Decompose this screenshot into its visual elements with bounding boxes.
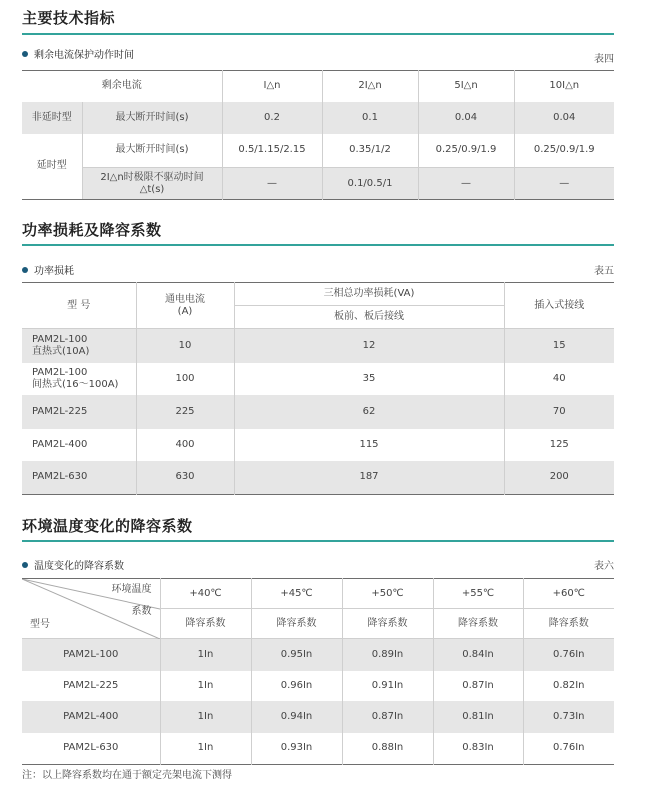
- derating-value: 0.96In: [251, 671, 342, 701]
- section1-subtitle: [22, 46, 614, 65]
- power-row-plugin: 125: [504, 429, 614, 461]
- derating-row-model: PAM2L-100: [22, 639, 160, 671]
- power-row-model: PAM2L-400: [32, 438, 88, 450]
- delay-nodrive-param-line1: 2I△n时极限不驱动时间: [100, 171, 204, 183]
- nondelay-value: 0.04: [514, 102, 614, 134]
- section3-subtitle: [22, 557, 614, 573]
- derating-value: 0.76In: [523, 733, 614, 765]
- header-power-sub: 板前、板后接线: [234, 306, 504, 329]
- power-row-model: [22, 329, 136, 363]
- derating-row-model: PAM2L-400: [22, 701, 160, 733]
- header-plugin: 插入式接线: [504, 283, 614, 329]
- nondelay-value: 0.1: [322, 102, 418, 134]
- power-row-power: 187: [234, 461, 504, 495]
- coef-header: 降容系数: [523, 609, 614, 639]
- section1-title: 主要技术指标: [22, 9, 116, 27]
- derating-row-model: PAM2L-225: [63, 679, 119, 691]
- section2-subtitle-text: 功率损耗: [34, 266, 74, 277]
- derating-value: 1In: [160, 733, 251, 765]
- model-line1: PAM2L-100: [32, 366, 88, 378]
- derating-table: [22, 578, 614, 765]
- derating-value: 1In: [160, 639, 251, 671]
- derating-value: 0.82In: [523, 671, 614, 701]
- delay-param: 最大断开时间(s): [82, 134, 222, 168]
- header-model: 型 号: [67, 299, 91, 311]
- derating-value: 0.87In: [342, 701, 433, 733]
- derating-value: 0.89In: [342, 639, 433, 671]
- header-10: 10I△n: [514, 71, 614, 102]
- power-row-model: PAM2L-225: [22, 395, 136, 429]
- section3-subtitle-text: 温度变化的降容系数: [34, 561, 124, 572]
- nodrive-value: —: [222, 168, 322, 200]
- power-row-power: 62: [234, 395, 504, 429]
- temp-header: +60℃: [523, 579, 614, 609]
- section2-table-no: 表五: [594, 266, 614, 277]
- section1-rule: [22, 33, 614, 35]
- section3-table-no: 表六: [594, 561, 614, 572]
- header-residual-current: 剩余电流: [101, 80, 142, 92]
- coef-header: 降容系数: [433, 609, 523, 639]
- header-current: [136, 283, 234, 329]
- residual-current-table: [22, 70, 614, 200]
- nondelay-value: 0.04: [418, 102, 514, 134]
- derating-value: 0.95In: [251, 639, 342, 671]
- power-row-current: 10: [136, 329, 234, 363]
- derating-value: 0.83In: [433, 733, 523, 765]
- temp-header: +55℃: [433, 579, 523, 609]
- derating-value: 0.84In: [433, 639, 523, 671]
- header-5: 5I△n: [418, 71, 514, 102]
- power-row-model: [22, 363, 136, 395]
- section1-subtitle-text: 剩余电流保护动作时间: [34, 50, 134, 61]
- model-line2: 间热式(16～100A): [32, 378, 119, 390]
- derating-value: 0.88In: [342, 733, 433, 765]
- temp-header: +45℃: [251, 579, 342, 609]
- nondelay-value: 0.2: [222, 102, 322, 134]
- header-power: 三相总功率损耗(VA): [234, 283, 504, 306]
- delay-nodrive-param: [82, 168, 222, 200]
- derating-value: 0.73In: [523, 701, 614, 733]
- header-current-line1: 通电电流: [165, 293, 205, 305]
- header-current-line2: (A): [177, 305, 193, 317]
- bullet-icon: [22, 51, 28, 57]
- model-line1: PAM2L-100: [32, 333, 88, 345]
- temp-header: +50℃: [342, 579, 433, 609]
- corner-cell: [22, 579, 160, 639]
- power-row-plugin: 70: [504, 395, 614, 429]
- power-row-power: 12: [234, 329, 504, 363]
- power-loss-table: [22, 282, 614, 495]
- coef-header: 降容系数: [160, 609, 251, 639]
- derating-value: 1In: [160, 671, 251, 701]
- header-1: I△n: [222, 71, 322, 102]
- delay-value: 0.25/0.9/1.9: [514, 134, 614, 168]
- bullet-icon: [22, 562, 28, 568]
- power-row-plugin: 15: [504, 329, 614, 363]
- coef-header: 降容系数: [251, 609, 342, 639]
- derating-value: 1In: [160, 701, 251, 733]
- temp-header: +40℃: [160, 579, 251, 609]
- section1-table-no: 表四: [594, 54, 614, 65]
- coef-header: 降容系数: [342, 609, 433, 639]
- derating-value: 0.87In: [433, 671, 523, 701]
- nodrive-value: 0.1/0.5/1: [322, 168, 418, 200]
- delay-value: 0.35/1/2: [322, 134, 418, 168]
- model-line2: 直热式(10A): [32, 345, 90, 357]
- power-row-model: PAM2L-630: [22, 461, 136, 495]
- derating-value: 0.94In: [251, 701, 342, 733]
- nodrive-value: —: [514, 168, 614, 200]
- derating-row-model: PAM2L-630: [63, 742, 119, 754]
- derating-value: 0.76In: [523, 639, 614, 671]
- power-row-current: 400: [136, 429, 234, 461]
- corner-temp-label: 环境温度: [111, 584, 152, 595]
- power-row-current: 630: [136, 461, 234, 495]
- derating-value: 0.81In: [433, 701, 523, 733]
- bullet-icon: [22, 267, 28, 273]
- section2-rule: [22, 244, 614, 246]
- section3-title: 环境温度变化的降容系数: [22, 517, 193, 535]
- corner-coef-label: 系数: [131, 606, 152, 617]
- delay-nodrive-param-line2: △t(s): [139, 183, 165, 195]
- nodrive-value: —: [418, 168, 514, 200]
- section2-title: 功率损耗及降容系数: [22, 221, 162, 239]
- footnote: 注：以上降容系数均在通于额定壳架电流下测得: [22, 770, 232, 781]
- delay-type: 延时型: [22, 134, 82, 200]
- header-2: 2I△n: [322, 71, 418, 102]
- power-row-plugin: 40: [504, 363, 614, 395]
- delay-value: 0.5/1.15/2.15: [222, 134, 322, 168]
- nondelay-type: 非延时型: [22, 102, 82, 134]
- derating-value: 0.91In: [342, 671, 433, 701]
- power-row-power: 35: [234, 363, 504, 395]
- power-row-power: 115: [234, 429, 504, 461]
- nondelay-param: 最大断开时间(s): [82, 102, 222, 134]
- delay-value: 0.25/0.9/1.9: [418, 134, 514, 168]
- power-row-plugin: 200: [504, 461, 614, 495]
- section3-rule: [22, 540, 614, 542]
- derating-value: 0.93In: [251, 733, 342, 765]
- power-row-current: 225: [136, 395, 234, 429]
- power-row-current: 100: [136, 363, 234, 395]
- section2-subtitle: [22, 262, 614, 278]
- corner-model-label: 型号: [30, 619, 50, 630]
